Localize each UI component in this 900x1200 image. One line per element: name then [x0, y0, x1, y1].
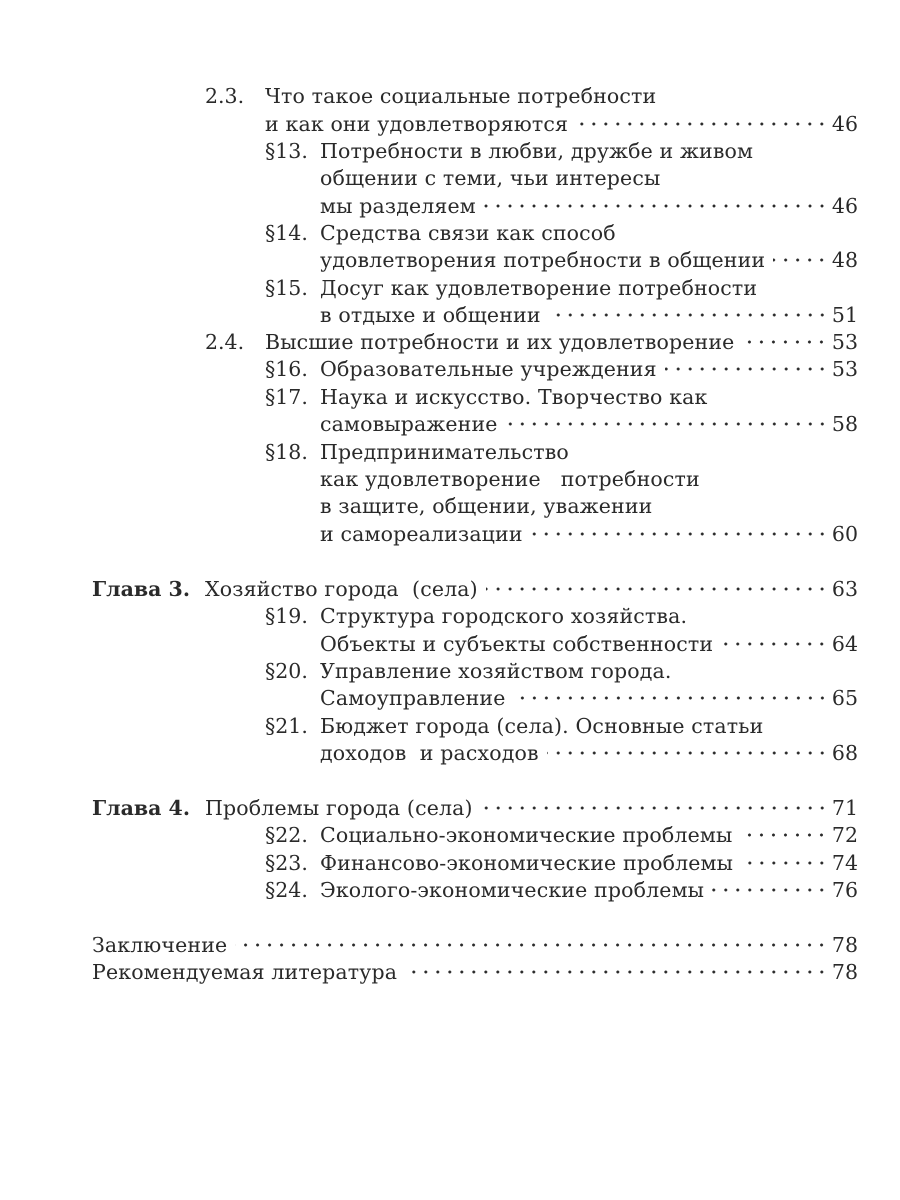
dot-leader	[481, 806, 828, 810]
toc-line	[320, 465, 858, 493]
toc-line	[265, 110, 858, 138]
toc-line	[265, 438, 858, 466]
toc-line	[320, 739, 858, 767]
dot-leader	[712, 888, 828, 892]
toc-line	[265, 849, 858, 877]
toc-line	[320, 164, 858, 192]
entry-title-line: в защите, общении, уважении	[320, 494, 653, 518]
section-number: §23.	[265, 851, 308, 875]
dot-leader	[741, 861, 828, 865]
dot-leader	[740, 833, 827, 837]
entry-title-line: самовыражение	[320, 412, 498, 436]
dot-leader	[547, 751, 828, 755]
dot-leader	[576, 122, 828, 126]
page-number: 53	[831, 330, 858, 354]
dot-leader	[484, 204, 828, 208]
dot-leader	[514, 696, 828, 700]
toc-line	[265, 712, 858, 740]
entry-title-line: Социально-экономические проблемы	[320, 823, 733, 847]
entry-title-line: и самореализации	[320, 522, 523, 546]
entry-title-line: Бюджет города (села). Основные статьи	[320, 714, 764, 738]
entry-title-line: удовлетворения потребности в общении	[320, 248, 766, 272]
page-number: 72	[831, 823, 858, 847]
toc-line	[265, 274, 858, 302]
entry-title-line: общении с теми, чьи интересы	[320, 166, 661, 190]
entry-title-line: в отдыхе и общении	[320, 303, 541, 327]
toc-line	[205, 82, 858, 110]
page-number: 78	[831, 933, 858, 957]
entry-title-line: и как они удовлетворяются	[265, 112, 569, 136]
toc-line	[92, 575, 858, 603]
section-number: §18.	[265, 440, 308, 464]
chapter-number: Глава 3.	[92, 577, 190, 601]
page-number: 46	[831, 194, 858, 218]
page-number: 58	[831, 412, 858, 436]
page-number: 65	[831, 686, 858, 710]
page-number: 46	[831, 112, 858, 136]
section-number: §15.	[265, 276, 308, 300]
toc-line	[320, 492, 858, 520]
toc-line	[320, 301, 858, 329]
section-number: §20.	[265, 659, 308, 683]
section-number: 2.3.	[205, 84, 245, 108]
dot-leader	[721, 642, 828, 646]
entry-title-line: Самоуправление	[320, 686, 506, 710]
entry-title-line: доходов и расходов	[320, 741, 539, 765]
section-number: §16.	[265, 357, 308, 381]
section-number: §17.	[265, 385, 308, 409]
toc-line	[265, 602, 858, 630]
toc-line	[320, 246, 858, 274]
toc-line	[265, 355, 858, 383]
entry-title-line: Что такое социальные потребности	[265, 84, 657, 108]
section-number: §21.	[265, 714, 308, 738]
dot-leader	[531, 532, 828, 536]
toc-line	[265, 137, 858, 165]
page-number: 78	[831, 960, 858, 984]
page-number: 53	[831, 357, 858, 381]
toc-line	[320, 410, 858, 438]
page-number: 76	[831, 878, 858, 902]
dot-leader	[405, 970, 828, 974]
entry-title-line: Образовательные учреждения	[320, 357, 657, 381]
section-number: 2.4.	[205, 330, 245, 354]
toc-line	[205, 328, 858, 356]
page-number: 51	[831, 303, 858, 327]
toc-line	[320, 520, 858, 548]
toc-line	[265, 219, 858, 247]
entry-title-line: Наука и искусство. Творчество как	[320, 385, 708, 409]
entry-title-line: как удовлетворение потребности	[320, 467, 700, 491]
entry-title-line: Предпринимательство	[320, 440, 569, 464]
toc-line	[92, 958, 858, 986]
chapter-number: Глава 4.	[92, 796, 190, 820]
page-number: 48	[831, 248, 858, 272]
toc-line	[265, 876, 858, 904]
toc-line	[320, 630, 858, 658]
entry-title-line: Высшие потребности и их удовлетворение	[265, 330, 735, 354]
toc-line	[265, 383, 858, 411]
section-number: §13.	[265, 139, 308, 163]
entry-title-line: Проблемы города (села)	[205, 796, 473, 820]
entry-title-line: Рекомендуемая литература	[92, 960, 398, 984]
section-number: §22.	[265, 823, 308, 847]
dot-leader	[506, 422, 828, 426]
dot-leader	[235, 943, 828, 947]
page-number: 71	[831, 796, 858, 820]
entry-title-line: Заключение	[92, 933, 228, 957]
toc-line	[265, 657, 858, 685]
toc-line	[320, 684, 858, 712]
entry-title-line: Финансово-экономические проблемы	[320, 851, 734, 875]
entry-title-line: Объекты и субъекты собственности	[320, 632, 714, 656]
section-number: §24.	[265, 878, 308, 902]
page-number: 68	[831, 741, 858, 765]
dot-leader	[549, 313, 828, 317]
dot-leader	[742, 340, 827, 344]
toc-line	[320, 192, 858, 220]
entry-title-line: Управление хозяйством города.	[320, 659, 672, 683]
page-number: 64	[831, 632, 858, 656]
entry-title-line: Потребности в любви, дружбе и живом	[320, 139, 754, 163]
toc-line	[265, 821, 858, 849]
toc-line	[92, 794, 858, 822]
page-number: 74	[831, 851, 858, 875]
entry-title-line: Средства связи как способ	[320, 221, 616, 245]
dot-leader	[486, 587, 828, 591]
toc-line	[92, 931, 858, 959]
page-number: 60	[831, 522, 858, 546]
dot-leader	[665, 367, 828, 371]
entry-title-line: Досуг как удовлетворение потребности	[320, 276, 758, 300]
entry-title-line: Структура городского хозяйства.	[320, 604, 688, 628]
entry-title-line: мы разделяем	[320, 194, 476, 218]
dot-leader	[773, 258, 828, 262]
page-number: 63	[831, 577, 858, 601]
section-number: §14.	[265, 221, 308, 245]
entry-title-line: Хозяйство города (села)	[205, 577, 478, 601]
entry-title-line: Эколого-экономические проблемы	[320, 878, 705, 902]
section-number: §19.	[265, 604, 308, 628]
